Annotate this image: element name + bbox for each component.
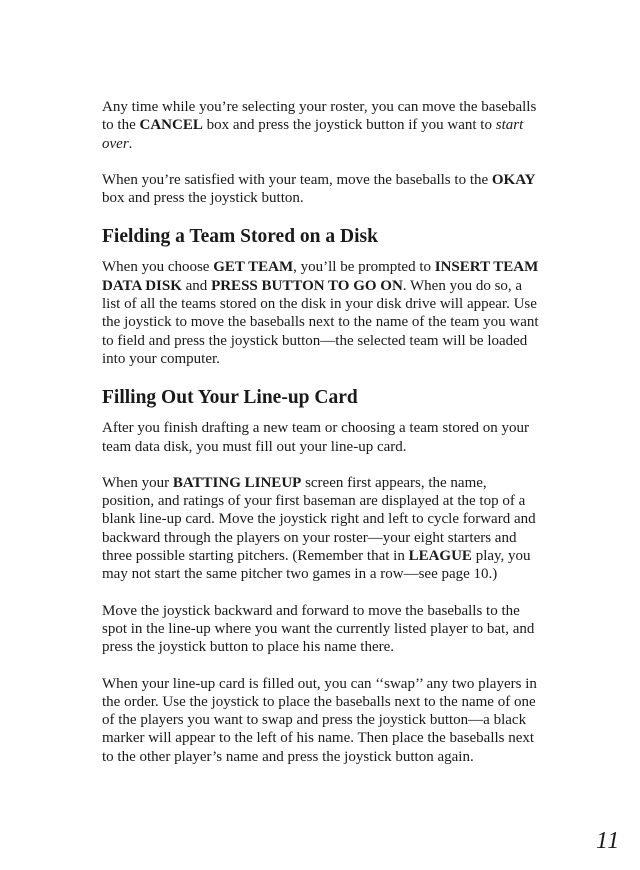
text-run: and [181, 277, 212, 294]
term-get-team: GET TEAM [213, 259, 294, 276]
heading-lineup: Filling Out Your Line-up Card [102, 387, 358, 409]
paragraph-batting-lineup [102, 474, 542, 584]
text-run: Any time while you’re selecting your roster, you can move the baseballs to the [102, 99, 537, 134]
term-press-button: PRESS BUTTON TO GO ON [211, 277, 403, 294]
text-run: screen first appears, the name, position, and ratings of your first baseman are displayed at the top of a blank line-up card. Move the joystick right and left to cycle forward and backward through the players on your roster—your eight starters and three possible starting pitchers. (Remember that in [102, 474, 536, 565]
term-cancel: CANCEL [139, 117, 203, 134]
text-run: box and press the joystick button. [102, 190, 304, 207]
term-league: LEAGUE [408, 548, 472, 565]
paragraph-swap: When your line-up card is filled out, you can ‘‘swap’’ any two players in the order. Use the joystick to place the baseballs next to the name of one of the players you want to swap and press the joystick button—a black marker will appear to the left of his name. Then place the baseballs next to the other player’s name and press the joystick button again. [102, 675, 537, 765]
text-run: play, you may not start the same pitcher two games in a row—see page 10.) [102, 548, 531, 583]
text-run: box and press the joystick button if you want to [202, 117, 496, 134]
page-number: 11 [596, 828, 621, 854]
paragraph-place-player: Move the joystick backward and forward to move the baseballs to the spot in the line-up where you want the currently listed player to bat, and press the joystick button to place his name there. [102, 602, 535, 656]
term-start-over: start over [102, 117, 524, 152]
heading-fielding: Fielding a Team Stored on a Disk [102, 226, 378, 248]
term-batting-lineup: BATTING LINEUP [172, 474, 302, 491]
paragraph-okay [102, 171, 542, 208]
paragraph-lineup-intro: After you finish drafting a new team or choosing a team stored on your team data disk, you must fill out your line-up card. [102, 420, 529, 455]
paragraph-get-team [102, 258, 542, 368]
text-run: When your [102, 474, 173, 491]
page-content [102, 98, 542, 784]
text-run: When you’re satisfied with your team, move the baseballs to the [102, 171, 492, 188]
term-okay: OKAY [491, 171, 536, 188]
text-run: . When you do so, a list of all the teams stored on the disk in your disk drive will appear. Use the joystick to move the baseballs next to the name of the team you want to field and press the joystick button—the selected team will be loaded into your computer. [102, 277, 539, 367]
text-run: , you’ll be prompted to [293, 259, 435, 276]
text-run: When you choose [102, 259, 214, 276]
paragraph-cancel [102, 98, 542, 153]
text-run: . [128, 135, 133, 152]
term-insert-disk: INSERT TEAM DATA DISK [102, 259, 539, 294]
